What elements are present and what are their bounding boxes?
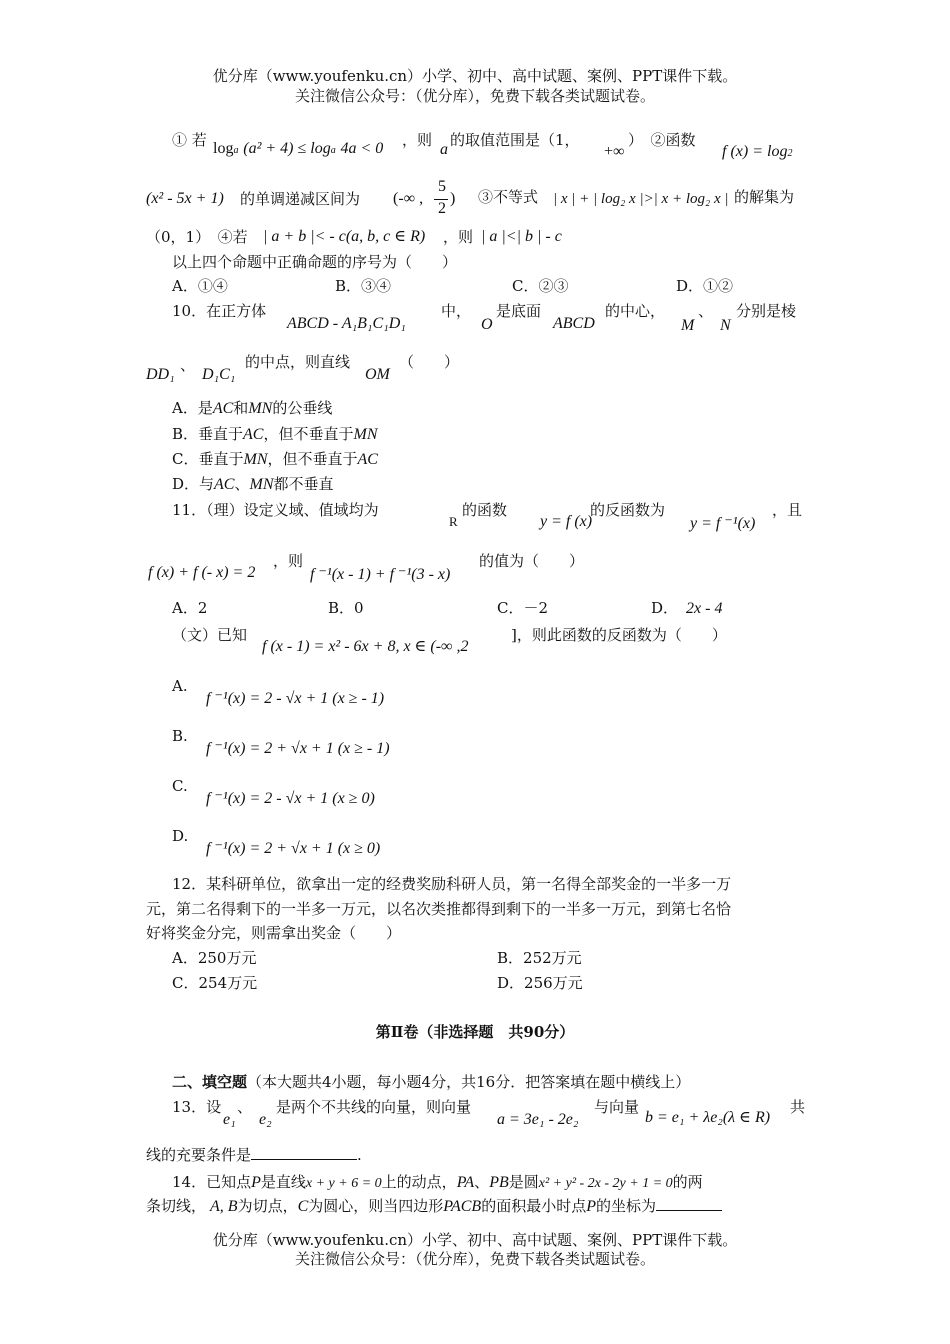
q9-log-inequality: loga (a² + 4) ≤ loga 4a < 0 [213, 140, 384, 157]
q11-wen-option-d: f ⁻¹(x) = 2 + √x + 1 (x ≥ 0) [206, 840, 381, 857]
q11-wen-option-a-label: A. [172, 677, 188, 695]
q11-stem-d: ，且 [772, 501, 803, 519]
footer-line-1: 优分库（www.youfenku.cn）小学、初中、高中试题、案例、PPT课件下载。 [212, 1231, 738, 1249]
q11-option-d: D． 2x - 4 [651, 599, 723, 617]
q11-line2-b: 的值为（ ） [479, 552, 585, 570]
q9-line-2b: 的单调递减区间为 [240, 190, 361, 208]
q12-option-d: D．256万元 [497, 974, 583, 992]
q10-stem-e: 分别是棱 [736, 302, 797, 320]
part2-section-heading: 二、填空题（本大题共4小题，每小题4分，共16分．把答案填在题中横线上） [172, 1073, 691, 1091]
q10-option-a: A．是AC和MN的公垂线 [172, 399, 333, 417]
q9-line-2d: 的解集为 [734, 188, 795, 206]
q9-question: 以上四个命题中正确命题的序号为（ ） [172, 253, 458, 271]
header-line-1: 优分库（www.youfenku.cn）小学、初中、高中试题、案例、PPT课件下载。 [212, 67, 738, 85]
q10-option-c: C．垂直于MN，但不垂直于AC [172, 450, 378, 468]
part2-title: 第Ⅱ卷（非选择题 共90分） [375, 1023, 575, 1041]
q11-cond: f (x) + f (- x) = 2 [148, 564, 256, 581]
q11-option-b: B．0 [328, 599, 364, 617]
q11-fx: y = f (x) [540, 513, 593, 530]
q9-concl: | a |<| b | - c [481, 228, 562, 245]
q9-poly: (x² - 5x + 1) [146, 190, 224, 207]
q10-DD1: DD₁ [146, 366, 175, 383]
q9-option-d: D．①② [676, 277, 734, 295]
q10-cube: ABCD - A₁B₁C₁D₁ [287, 315, 406, 332]
q11-wen-option-b-label: B. [172, 727, 188, 745]
q9-option-a: A．①④ [172, 277, 228, 295]
q10-stem-d: 的中心， [605, 302, 666, 320]
q9-frac-num: 5 [438, 178, 446, 195]
q11-option-c: C．－2 [497, 599, 549, 617]
q11-option-a: A．2 [172, 599, 208, 617]
q10-OM: OM [365, 366, 390, 383]
header-line-2: 关注微信公众号：（优分库），免费下载各类试题试卷。 [294, 87, 655, 105]
q10-stem-b: 中， [441, 302, 472, 320]
q10-stem-a: 10．在正方体 [172, 302, 267, 320]
q9-inf: +∞ [604, 143, 625, 160]
q9-frac-den: 2 [438, 200, 446, 217]
q13-vector-a: a = 3e₁ - 2e₂ [497, 1111, 579, 1128]
q11-stem-c: 的反函数为 [590, 501, 666, 519]
q10-base: ABCD [553, 315, 595, 332]
q12-option-a: A．250万元 [172, 949, 257, 967]
q10-paren: （ ） [399, 353, 460, 371]
q9-option-c: C．②③ [512, 277, 569, 295]
q11-expr: f ⁻¹(x - 1) + f ⁻¹(3 - x) [310, 566, 451, 583]
q13-e2: e₂ [259, 1111, 272, 1128]
q9-abs-inequality: | x | + | log₂ x |>| x + log₂ x | [553, 191, 729, 207]
q11-wen-option-d-label: D. [172, 827, 189, 845]
q9-function: f (x) = log2 [722, 143, 793, 160]
q11-wen-func: f (x - 1) = x² - 6x + 8, x ∈ (-∞ ,2 [262, 638, 469, 655]
q9-line-1b: ，则 [402, 131, 433, 149]
q9-var-a: a [440, 141, 448, 158]
q14-line-2: 条切线， A, B为切点，C为圆心，则当四边形PACB的面积最小时点P的坐标为 [146, 1196, 722, 1217]
q13-vector-b: b = e₁ + λe₂(λ ∈ R) [645, 1109, 771, 1126]
q12-option-b: B．252万元 [497, 949, 582, 967]
q13-b: 是两个不共线的向量，则向量 [276, 1098, 472, 1116]
q10-O: O [481, 316, 493, 333]
q11-R: R [449, 514, 458, 529]
q9-line-1c: 的取值范围是（1， [450, 131, 580, 149]
q11-stem-a: 11．（理）设定义域、值域均为 [172, 501, 379, 519]
q13-line-2: 线的充要条件是 . [146, 1146, 362, 1164]
q11-finv: y = f ⁻¹(x) [690, 515, 756, 532]
q11-wen-option-c: f ⁻¹(x) = 2 - √x + 1 (x ≥ 0) [206, 790, 375, 807]
q9-line-3b: ，则 [443, 228, 474, 246]
q11-line2-a: ，则 [273, 552, 304, 570]
q10-stem-c: 是底面 [496, 302, 542, 320]
footer-line-2: 关注微信公众号：（优分库），免费下载各类试题试卷。 [294, 1250, 655, 1268]
q10-option-d: D．与AC、MN都不垂直 [172, 475, 334, 493]
q13-e1: e₁ [223, 1111, 236, 1128]
q14-line-1: 14．已知点P是直线x + y + 6 = 0上的动点，PA、PB是圆x² + y² - 2x - 2y + 1 = 0的两 [172, 1173, 703, 1191]
q11-wen-option-a: f ⁻¹(x) = 2 - √x + 1 (x ≥ - 1) [206, 690, 385, 707]
q13-c: 与向量 [594, 1098, 640, 1116]
q12-line-1: 12．某科研单位，欲拿出一定的经费奖励科研人员，第一名得全部奖金的一半多一万 [172, 875, 732, 893]
q9-line-2c: ③不等式 [478, 188, 539, 206]
q10-sep: 、 [698, 302, 714, 320]
q9-interval: (-∞ , [393, 190, 424, 207]
q9-line-1: ① 若 [172, 131, 207, 149]
q13-d: 共 [790, 1098, 806, 1116]
q12-option-c: C．254万元 [172, 974, 258, 992]
q13-a: 13．设 [172, 1098, 222, 1116]
q11-wen-a: （文）已知 [172, 626, 248, 644]
q10-N: N [720, 317, 731, 334]
q10-option-b: B．垂直于AC，但不垂直于MN [172, 425, 378, 443]
q9-interval-close: ) [450, 190, 456, 207]
q10-line2-a: 的中点，则直线 [245, 353, 351, 371]
q11-wen-option-b: f ⁻¹(x) = 2 + √x + 1 (x ≥ - 1) [206, 740, 390, 757]
q10-D1C1: D₁C₁ [202, 366, 236, 383]
q11-wen-b: ]，则此函数的反函数为（ ） [511, 626, 727, 644]
q10-sep2: 、 [180, 356, 196, 374]
q12-line-2: 元，第二名得剩下的一半多一万元，以名次类推都得到剩下的一半多一万元，到第七名恰 [146, 900, 732, 918]
q10-M: M [681, 317, 695, 334]
q13-sep: 、 [237, 1098, 253, 1116]
q9-cond: | a + b |< - c(a, b, c ∈ R) [263, 228, 426, 245]
q9-line-3a: （0，1） ④若 [146, 228, 248, 246]
q12-line-3: 好将奖金分完，则需拿出奖金（ ） [146, 924, 402, 942]
q9-line-1d: ） ②函数 [628, 131, 696, 149]
q11-stem-b: 的函数 [462, 501, 508, 519]
q9-option-b: B．③④ [335, 277, 392, 295]
q11-wen-option-c-label: C. [172, 777, 188, 795]
